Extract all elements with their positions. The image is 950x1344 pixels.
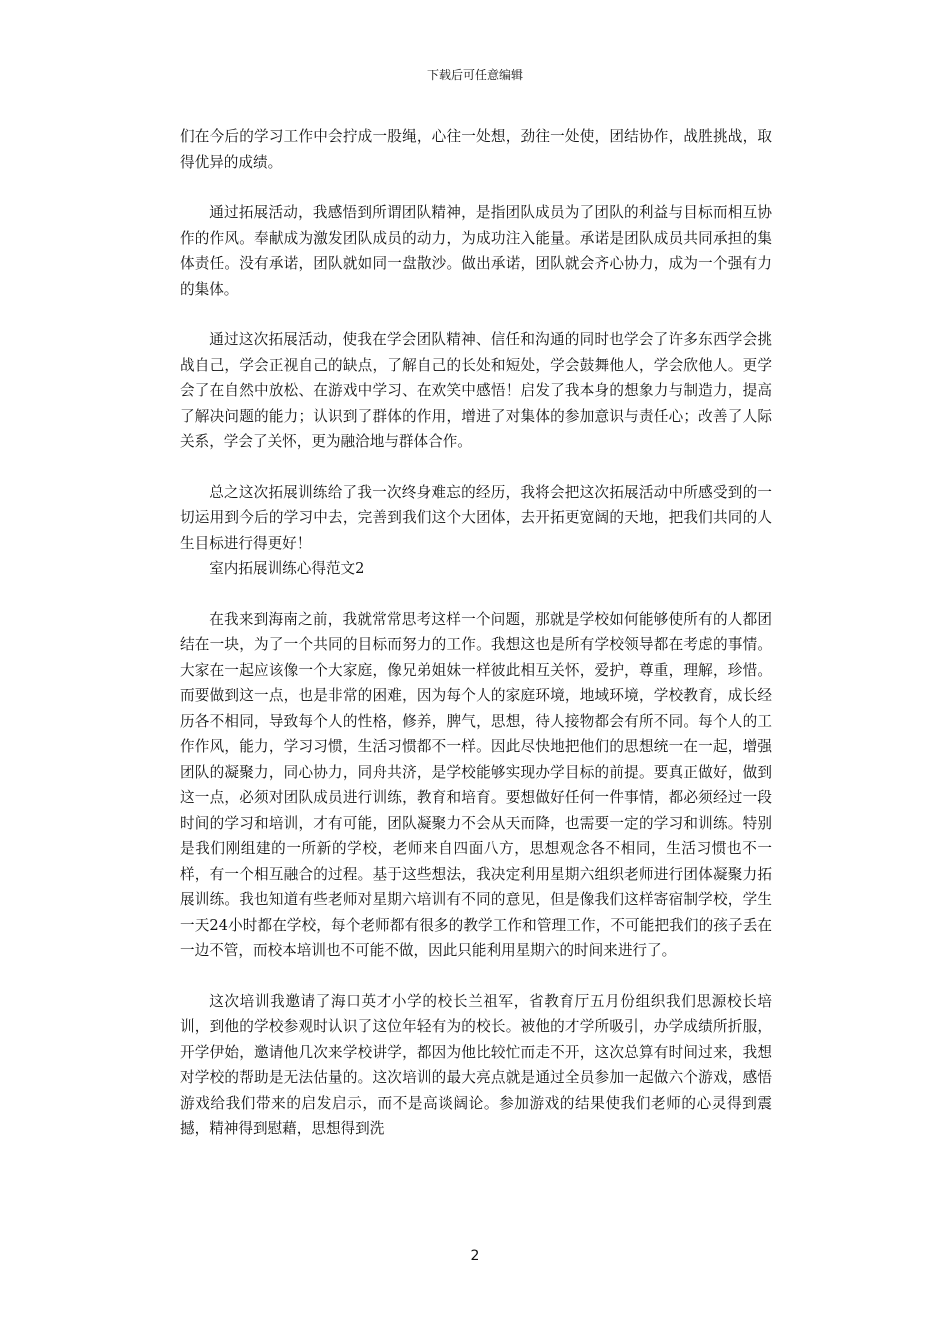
paragraph-hainan: 在我来到海南之前，我就常常思考这样一个问题，那就是学校如何能够使所有的人都团结在一块，为了一个共同的目标而努力的工作。我想这也是所有学校领导都在考虑的事情。大家在一起应该像一个大家庭，像兄弟姐妹一样彼此相互关怀，爱护，尊重，理解，珍惜。而要做到这一点，也是非常的困难，因为每个人的家庭环境，地域环境，学校教育，成长经历各不相同，导致每个人的性格，修养，脾气，思想，待人接物都会有所不同。每个人的工作作风，能力，学习习惯，生活习惯都不一样。因此尽快地把他们的思想统一在一起，增强团队的凝聚力，同心协力，同舟共济，是学校能够实现办学目标的前提。要真正做好，做到这一点，必须对团队成员进行训练，教育和培育。要想做好任何一件事情，都必须经过一段时间的学习和培训，才有可能，团队凝聚力不会从天而降，也需要一定的学习和训练。特别是我们刚组建的一所新的学校，老师来自四面八方，思想观念各不相同，生活习惯也不一样，有一个相互融合的过程。基于这些想法，我决定利用星期六组织老师进行团体凝聚力拓展训练。我也知道有些老师对星期六培训有不同的意见，但是像我们这样寄宿制学校，学生一天24小时都在学校，每个老师都有很多的教学工作和管理工作，不可能把我们的孩子丢在一边不管，而校本培训也不可能不做，因此只能利用星期六的时间来进行了。 [180,610,772,959]
page-number: 2 [470,1248,480,1264]
paragraph-continuation: 们在今后的学习工作中会拧成一股绳，心往一处想，劲往一处使，团结协作，战胜挑战，取得优异的成绩。 [180,128,772,171]
document-body [180,124,772,1142]
paragraph-team-spirit: 通过拓展活动，我感悟到所谓团队精神，是指团队成员为了团队的利益与目标而相互协作的作风。奉献成为激发团队成员的动力，为成功注入能量。承诺是团队成员共同承担的集体责任。没有承诺，团队就如同一盘散沙。做出承诺，团队就会齐心协力，成为一个强有力的集体。 [180,204,772,298]
paragraph-learning: 通过这次拓展活动，使我在学会团队精神、信任和沟通的同时也学会了许多东西学会挑战自己，学会正视自己的缺点，了解自己的长处和短处，学会鼓舞他人，学会欣他人。更学会了在自然中放松、在游戏中学习、在欢笑中感悟！启发了我本身的想象力与制造力，提高了解决问题的能力；认识到了群体的作用，增进了对集体的参加意识与责任心；改善了人际关系，学会了关怀，更为融洽地与群体合作。 [180,331,772,450]
page-header: 下载后可任意编辑 [426,68,523,82]
section-title: 室内拓展训练心得范文2 [209,560,365,577]
paragraph-training: 这次培训我邀请了海口英才小学的校长兰祖军，省教育厅五月份组织我们思源校长培训，到他的学校参观时认识了这位年轻有为的校长。被他的才学所吸引，办学成绩所折服，开学伊始，邀请他几次来学校讲学，都因为他比较忙而走不开，这次总算有时间过来，我想对学校的帮助是无法估量的。这次培训的最大亮点就是通过全员参加一起做六个游戏，感悟游戏给我们带来的启发启示，而不是高谈阔论。参加游戏的结果使我们老师的心灵得到震撼，精神得到慰藉，思想得到洗 [180,992,772,1137]
paragraph-summary: 总之这次拓展训练给了我一次终身难忘的经历，我将会把这次拓展活动中所感受到的一切运用到今后的学习中去，完善到我们这个大团体，去开拓更宽阔的天地，把我们共同的人生目标进行得更好！ [180,483,772,552]
